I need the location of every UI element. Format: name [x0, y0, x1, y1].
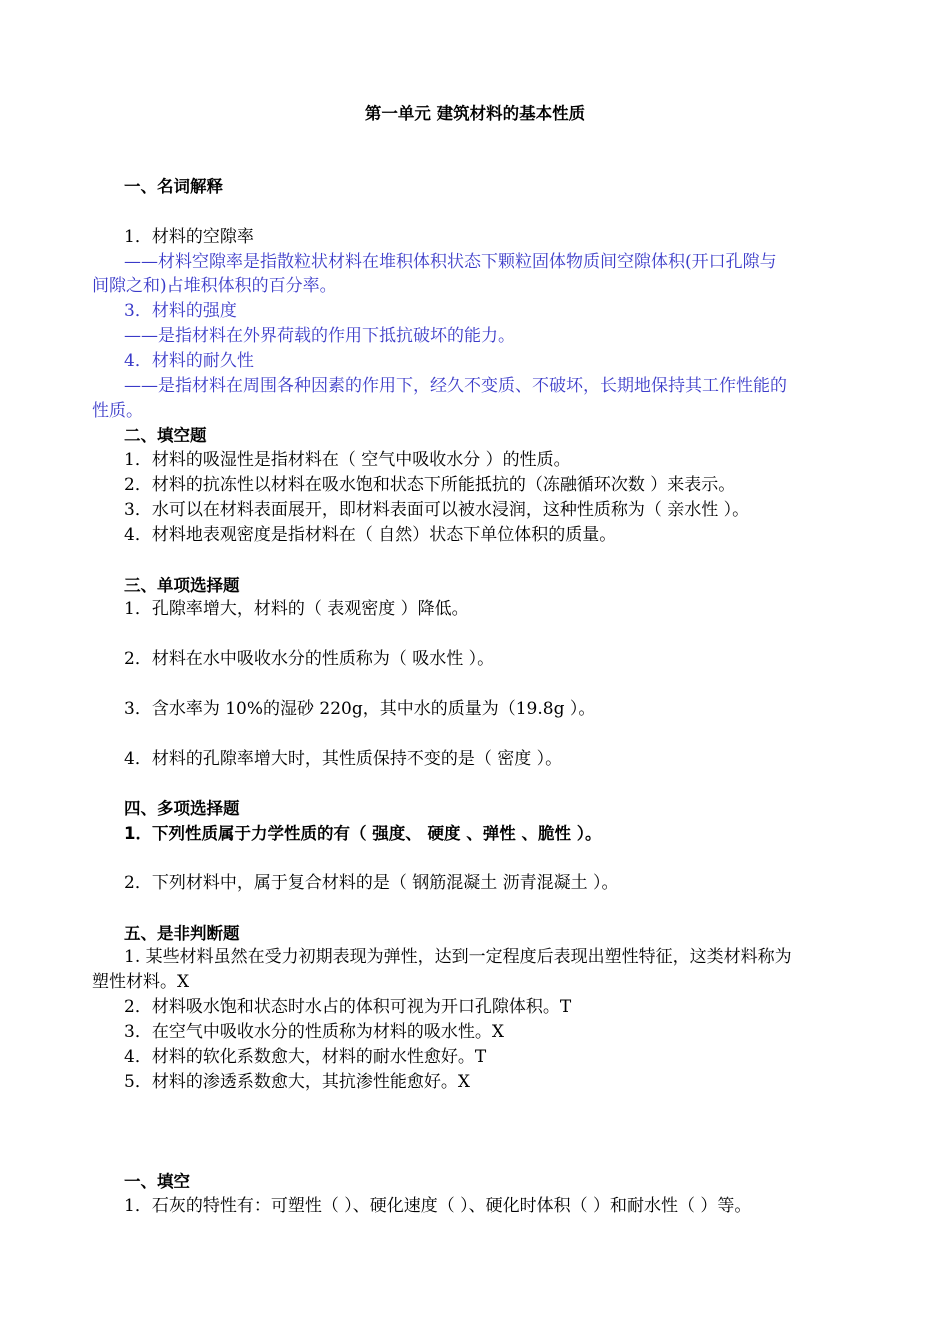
true-false-item-3: 3．在空气中吸收水分的性质称为材料的吸水性。X: [124, 1022, 504, 1042]
section-heading-terms: 一、名词解释: [124, 177, 223, 196]
section-heading-fill-2: 一、填空: [124, 1172, 190, 1191]
single-choice-item-4: 4．材料的孔隙率增大时，其性质保持不变的是（ 密度 ）。: [124, 749, 563, 769]
term-question-4: 4．材料的耐久性: [124, 351, 254, 371]
single-choice-item-2: 2．材料在水中吸收水分的性质称为（ 吸水性 ）。: [124, 649, 495, 669]
true-false-item-1-line1: 1. 某些材料虽然在受力初期表现为弹性，达到一定程度后表现出塑性特征，这类材料称为: [124, 947, 792, 967]
term-question-3: 3．材料的强度: [124, 301, 237, 321]
fill-item-2: 2．材料的抗冻性以材料在吸水饱和状态下所能抵抗的（冻融循环次数 ）来表示。: [124, 475, 736, 495]
section-heading-true-false: 五、是非判断题: [124, 924, 240, 943]
section-heading-fill: 二、填空题: [124, 426, 207, 445]
fill-item-3: 3．水可以在材料表面展开，即材料表面可以被水浸润，这种性质称为（ 亲水性 ）。: [124, 500, 750, 520]
true-false-item-1-line2: 塑性材料。X: [92, 972, 190, 992]
true-false-item-5: 5．材料的渗透系数愈大，其抗渗性能愈好。X: [124, 1072, 470, 1092]
fill-item-4: 4．材料地表观密度是指材料在（ 自然）状态下单位体积的质量。: [124, 525, 617, 545]
single-choice-item-1: 1．孔隙率增大，材料的（ 表观密度 ）降低。: [124, 599, 469, 619]
multi-choice-item-2: 2．下列材料中，属于复合材料的是（ 钢筋混凝土 沥青混凝土 ）。: [124, 873, 619, 893]
term-answer-4-line1: ——是指材料在周围各种因素的作用下，经久不变质、不破坏，长期地保持其工作性能的: [124, 376, 787, 396]
term-answer-3: ——是指材料在外界荷载的作用下抵抗破坏的能力。: [124, 326, 515, 346]
term-answer-1-line2: 间隙之和)占堆积体积的百分率。: [92, 276, 337, 296]
term-answer-1-line1: ——材料空隙率是指散粒状材料在堆积体积状态下颗粒固体物质间空隙体积(开口孔隙与: [124, 252, 777, 272]
multi-choice-item-1: 1．下列性质属于力学性质的有（ 强度、 硬度 、弹性 、脆性 ）。: [124, 824, 602, 843]
section-heading-multi-choice: 四、多项选择题: [124, 799, 240, 818]
term-answer-4-line2: 性质。: [92, 401, 143, 421]
page-title: 第一单元 建筑材料的基本性质: [364, 104, 586, 123]
term-question-1: 1．材料的空隙率: [124, 227, 254, 247]
fill-item-1: 1．材料的吸湿性是指材料在（ 空气中吸收水分 ）的性质。: [124, 450, 571, 470]
true-false-item-4: 4．材料的软化系数愈大，材料的耐水性愈好。T: [124, 1047, 487, 1067]
fill-2-item-1: 1．石灰的特性有：可塑性（ ）、硬化速度（ ）、硬化时体积（ ）和耐水性（ ）等。: [124, 1196, 752, 1216]
single-choice-item-3: 3．含水率为 10%的湿砂 220g，其中水的质量为（19.8g ）。: [124, 699, 596, 719]
true-false-item-2: 2．材料吸水饱和状态时水占的体积可视为开口孔隙体积。T: [124, 997, 572, 1017]
section-heading-single-choice: 三、单项选择题: [124, 576, 240, 595]
